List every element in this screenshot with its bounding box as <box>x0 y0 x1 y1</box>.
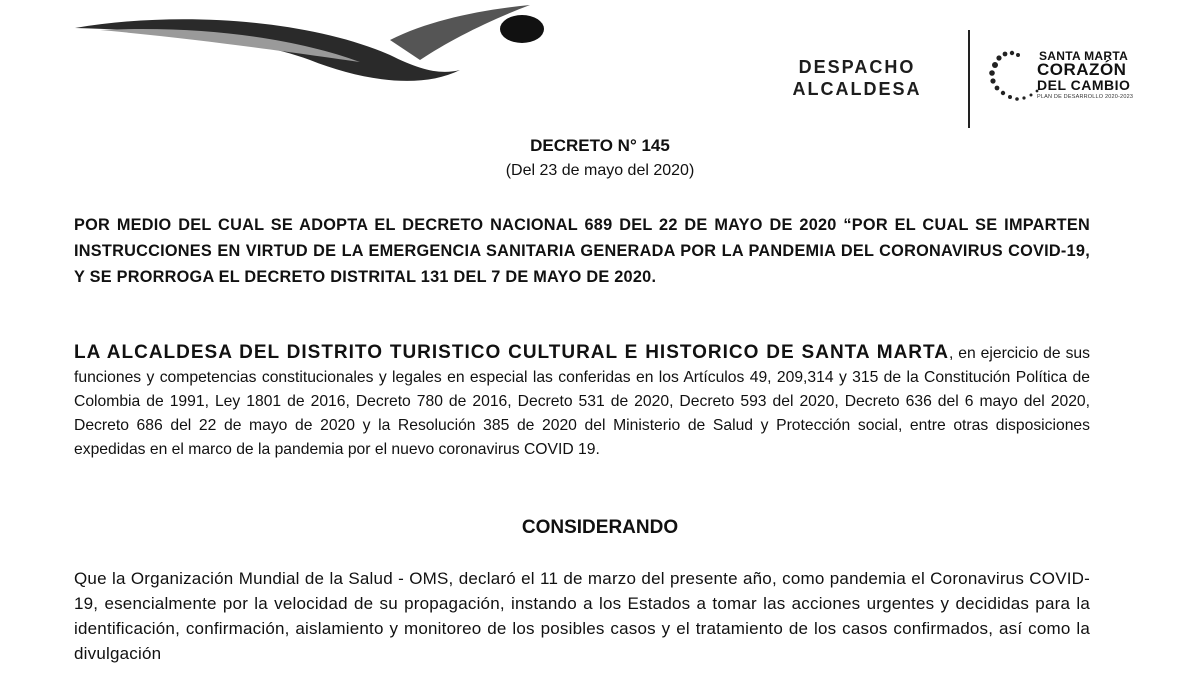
office-name: DESPACHO ALCALDESA <box>792 57 922 99</box>
brand-line-1: SANTA MARTA <box>1039 49 1129 63</box>
decree-subject: POR MEDIO DEL CUAL SE ADOPTA EL DECRETO NACIONAL 689 DEL 22 DE MAYO DE 2020 “POR EL CUAL SE IMPARTEN INSTRUCCIONES EN VIRTUD DE LA EMERGENCIA SANITARIA GENERADA POR LA PANDEMIA DEL CORONAVIRUS COVID-19, Y SE PRORROGA EL DECRETO DISTRITAL 131 DEL 7 DE MAYO DE 2020. <box>74 216 1090 286</box>
decree-title: DECRETO N° 145 <box>530 136 670 155</box>
brand-logo <box>985 45 1165 115</box>
considerando-paragraph: Que la Organización Mundial de la Salud - OMS, declaró el 11 de marzo del presente año, como pandemia el Coronavirus COVID-19, esencialmente por la velocidad de su propagación, instando a los Estados a tomar las acciones urgentes y decididas para la identificación, confirmación, aislamiento y monitoreo de los posibles casos y el tratamiento de los casos confirmados, así como la divulgación <box>74 569 1090 663</box>
city-logo-icon <box>60 0 560 90</box>
brand-line-3: DEL CAMBIO <box>1037 77 1131 93</box>
header-divider <box>968 30 970 128</box>
authority-text: , en ejercicio de sus funciones y competencias constitucionales y legales en especial las conferidas en los Artículos 49, 209,314 y 315 de la Constitución Política de Colombia de 1991, Ley 1801 de 2016, Decreto 780 de 2016, Decreto 531 de 2020, Decreto 593 del 2020, Decreto 636 del 6 mayo del 2020, Decreto 686 del 22 de mayo de 2020 y la Resolución 385 de 2020 del Ministerio de Salud y Protección social, entre otras disposiciones expedidas en el marco de la pandemia por el nuevo coronavirus COVID 19. <box>74 345 1090 458</box>
brand-line-4: PLAN DE DESARROLLO 2020-2023 <box>1037 94 1134 100</box>
considerando-heading: CONSIDERANDO <box>521 517 679 538</box>
authority-paragraph <box>74 341 1090 462</box>
decree-date: (Del 23 de mayo del 2020) <box>505 162 695 179</box>
brand-line-2: CORAZÓN <box>1037 60 1127 79</box>
authority-lead: LA ALCALDESA DEL DISTRITO TURISTICO CULTURAL E HISTORICO DE SANTA MARTA <box>74 342 949 363</box>
